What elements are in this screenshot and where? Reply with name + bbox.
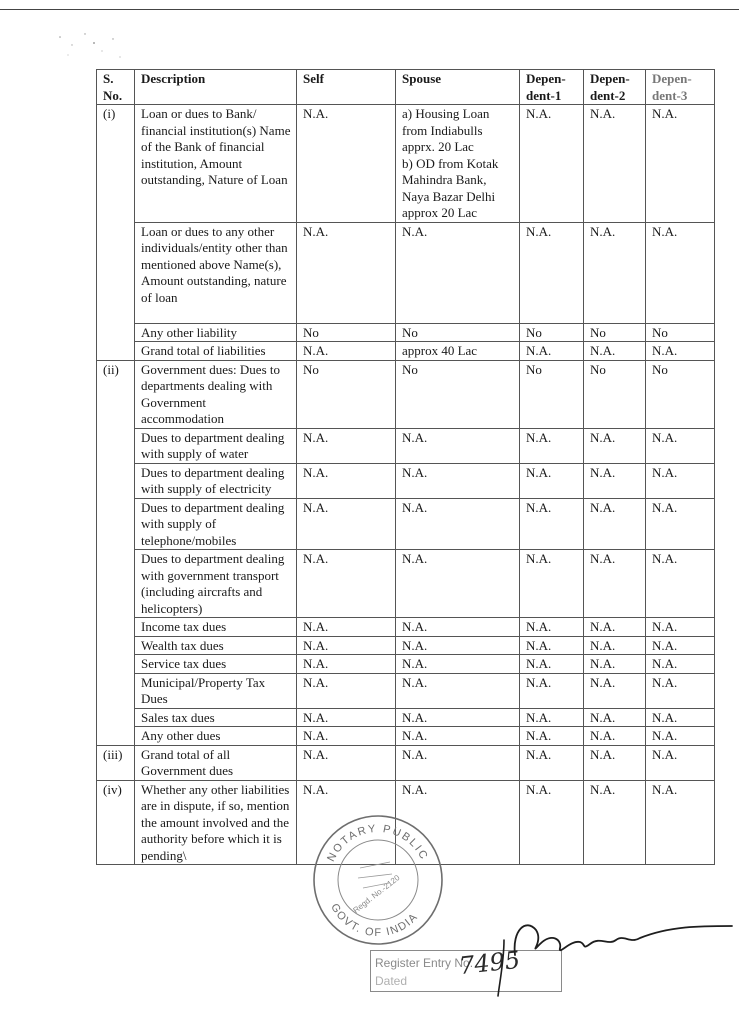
- header-dependent-2: Depen- dent-2: [584, 70, 646, 105]
- cell-dependent-1: N.A.: [520, 636, 584, 655]
- cell-spouse: No: [396, 360, 520, 428]
- cell-spouse: approx 40 Lac: [396, 342, 520, 361]
- cell-spouse: N.A.: [396, 618, 520, 637]
- row-description: Municipal/Property Tax Dues: [135, 673, 297, 708]
- cell-dependent-3: N.A.: [646, 498, 715, 550]
- cell-dependent-3: N.A.: [646, 673, 715, 708]
- header-dependent-3: Depen- dent-3: [646, 70, 715, 105]
- cell-dependent-2: N.A.: [584, 673, 646, 708]
- table-row: [97, 655, 715, 674]
- cell-self: N.A.: [297, 708, 396, 727]
- table-row: [97, 105, 715, 223]
- cell-dependent-3: N.A.: [646, 618, 715, 637]
- cell-dependent-1: N.A.: [520, 498, 584, 550]
- cell-dependent-2: N.A.: [584, 727, 646, 746]
- cell-dependent-3: N.A.: [646, 745, 715, 780]
- cell-spouse: N.A.: [396, 222, 520, 323]
- cell-dependent-2: N.A.: [584, 222, 646, 323]
- cell-dependent-3: No: [646, 323, 715, 342]
- table-row: [97, 463, 715, 498]
- cell-spouse: N.A.: [396, 727, 520, 746]
- cell-dependent-1: N.A.: [520, 463, 584, 498]
- stamp-regd-number: Regd. No.-2120: [351, 873, 402, 915]
- register-dated-label: Dated: [375, 974, 408, 988]
- cell-self: N.A.: [297, 498, 396, 550]
- cell-dependent-2: N.A.: [584, 342, 646, 361]
- cell-dependent-3: N.A.: [646, 550, 715, 618]
- register-entry-label: Register Entry No.: [375, 956, 474, 970]
- row-description: Government dues: Dues to departments dealing with Government accommodation: [135, 360, 297, 428]
- header-self: Self: [297, 70, 396, 105]
- cell-dependent-1: N.A.: [520, 428, 584, 463]
- row-description: Grand total of liabilities: [135, 342, 297, 361]
- header-spouse: Spouse: [396, 70, 520, 105]
- cell-spouse: N.A.: [396, 708, 520, 727]
- cell-self: N.A.: [297, 636, 396, 655]
- cell-self: N.A.: [297, 780, 396, 865]
- stamp-bottom-text: GOVT. OF INDIA: [328, 901, 421, 940]
- cell-spouse: N.A.: [396, 636, 520, 655]
- stamp-top-text: NOTARY PUBLIC: [325, 822, 431, 864]
- cell-dependent-1: N.A.: [520, 780, 584, 865]
- cell-dependent-3: N.A.: [646, 780, 715, 865]
- cell-dependent-3: N.A.: [646, 222, 715, 323]
- cell-dependent-2: No: [584, 360, 646, 428]
- row-description: Income tax dues: [135, 618, 297, 637]
- cell-dependent-2: No: [584, 323, 646, 342]
- cell-dependent-3: N.A.: [646, 708, 715, 727]
- cell-dependent-2: N.A.: [584, 105, 646, 223]
- section-number: (iv): [97, 780, 135, 865]
- cell-dependent-1: N.A.: [520, 105, 584, 223]
- cell-spouse: N.A.: [396, 498, 520, 550]
- cell-dependent-1: N.A.: [520, 655, 584, 674]
- cell-dependent-3: N.A.: [646, 655, 715, 674]
- cell-dependent-2: N.A.: [584, 550, 646, 618]
- cell-dependent-3: N.A.: [646, 428, 715, 463]
- section-number: (ii): [97, 360, 135, 745]
- row-description: Whether any other liabilities are in dispute, if so, mention the amount involved and the authority before which it is pending\: [135, 780, 297, 865]
- row-description: Any other dues: [135, 727, 297, 746]
- cell-spouse: N.A.: [396, 745, 520, 780]
- table-row: [97, 673, 715, 708]
- row-description: Dues to department dealing with supply of water: [135, 428, 297, 463]
- row-description: Dues to department dealing with supply of telephone/mobiles: [135, 498, 297, 550]
- row-description: Loan or dues to any other individuals/entity other than mentioned above Name(s), Amount outstanding, nature of loan: [135, 222, 297, 323]
- table-row: [97, 222, 715, 323]
- cell-spouse: N.A.: [396, 428, 520, 463]
- cell-spouse: N.A.: [396, 673, 520, 708]
- liabilities-table: [96, 69, 715, 865]
- svg-text:NOTARY PUBLIC: [325, 823, 430, 864]
- cell-dependent-2: N.A.: [584, 655, 646, 674]
- table-row: [97, 708, 715, 727]
- row-description: Dues to department dealing with supply of electricity: [135, 463, 297, 498]
- row-description: Service tax dues: [135, 655, 297, 674]
- table-row: [97, 745, 715, 780]
- cell-self: N.A.: [297, 745, 396, 780]
- cell-dependent-1: No: [520, 360, 584, 428]
- cell-self: N.A.: [297, 655, 396, 674]
- cell-self: N.A.: [297, 463, 396, 498]
- section-number: (i): [97, 105, 135, 361]
- table-row: [97, 498, 715, 550]
- table-row: [97, 323, 715, 342]
- cell-self: N.A.: [297, 727, 396, 746]
- row-description: Grand total of all Government dues: [135, 745, 297, 780]
- cell-dependent-3: No: [646, 360, 715, 428]
- cell-self: No: [297, 360, 396, 428]
- row-description: Loan or dues to Bank/ financial institution(s) Name of the Bank of financial institution, Amount outstanding, Nature of Loan: [135, 105, 297, 223]
- cell-dependent-1: N.A.: [520, 222, 584, 323]
- table-row: [97, 618, 715, 637]
- cell-self: N.A.: [297, 342, 396, 361]
- handwritten-signature: [440, 900, 739, 1010]
- row-description: Dues to department dealing with government transport (including aircrafts and helicopters): [135, 550, 297, 618]
- register-entry-number: 7495: [457, 945, 522, 981]
- cell-dependent-1: N.A.: [520, 727, 584, 746]
- notary-stamp: [308, 808, 448, 948]
- cell-dependent-1: No: [520, 323, 584, 342]
- cell-dependent-3: N.A.: [646, 105, 715, 223]
- cell-dependent-2: N.A.: [584, 636, 646, 655]
- cell-dependent-2: N.A.: [584, 780, 646, 865]
- cell-dependent-2: N.A.: [584, 498, 646, 550]
- row-description: Sales tax dues: [135, 708, 297, 727]
- table-row: [97, 636, 715, 655]
- section-number: (iii): [97, 745, 135, 780]
- cell-self: N.A.: [297, 550, 396, 618]
- cell-dependent-3: N.A.: [646, 342, 715, 361]
- cell-dependent-1: N.A.: [520, 342, 584, 361]
- cell-spouse: No: [396, 323, 520, 342]
- header-description: Description: [135, 70, 297, 105]
- cell-spouse: N.A.: [396, 463, 520, 498]
- cell-dependent-1: N.A.: [520, 550, 584, 618]
- cell-dependent-1: N.A.: [520, 745, 584, 780]
- row-description: Any other liability: [135, 323, 297, 342]
- row-description: Wealth tax dues: [135, 636, 297, 655]
- header-sno: S. No.: [97, 70, 135, 105]
- table-row: [97, 342, 715, 361]
- cell-dependent-2: N.A.: [584, 708, 646, 727]
- cell-spouse: N.A.: [396, 655, 520, 674]
- cell-self: N.A.: [297, 105, 396, 223]
- cell-self: N.A.: [297, 618, 396, 637]
- cell-dependent-3: N.A.: [646, 463, 715, 498]
- cell-spouse: N.A.: [396, 780, 520, 865]
- cell-self: No: [297, 323, 396, 342]
- cell-dependent-3: N.A.: [646, 636, 715, 655]
- table-row: [97, 360, 715, 428]
- cell-dependent-2: N.A.: [584, 463, 646, 498]
- table-row: [97, 550, 715, 618]
- cell-dependent-1: N.A.: [520, 673, 584, 708]
- cell-dependent-2: N.A.: [584, 745, 646, 780]
- scan-edge-line: [0, 9, 739, 10]
- cell-dependent-2: N.A.: [584, 618, 646, 637]
- cell-dependent-1: N.A.: [520, 618, 584, 637]
- header-dependent-1: Depen- dent-1: [520, 70, 584, 105]
- table-row: [97, 428, 715, 463]
- cell-dependent-3: N.A.: [646, 727, 715, 746]
- cell-dependent-1: N.A.: [520, 708, 584, 727]
- cell-self: N.A.: [297, 673, 396, 708]
- cell-self: N.A.: [297, 222, 396, 323]
- scan-specks: [50, 25, 130, 65]
- cell-spouse: a) Housing Loan from Indiabulls apprx. 20 Lac b) OD from Kotak Mahindra Bank, Naya Bazar Delhi approx 20 Lac: [396, 105, 520, 223]
- cell-dependent-2: N.A.: [584, 428, 646, 463]
- cell-spouse: N.A.: [396, 550, 520, 618]
- table-row: [97, 727, 715, 746]
- table-header-row: [97, 70, 715, 105]
- cell-self: N.A.: [297, 428, 396, 463]
